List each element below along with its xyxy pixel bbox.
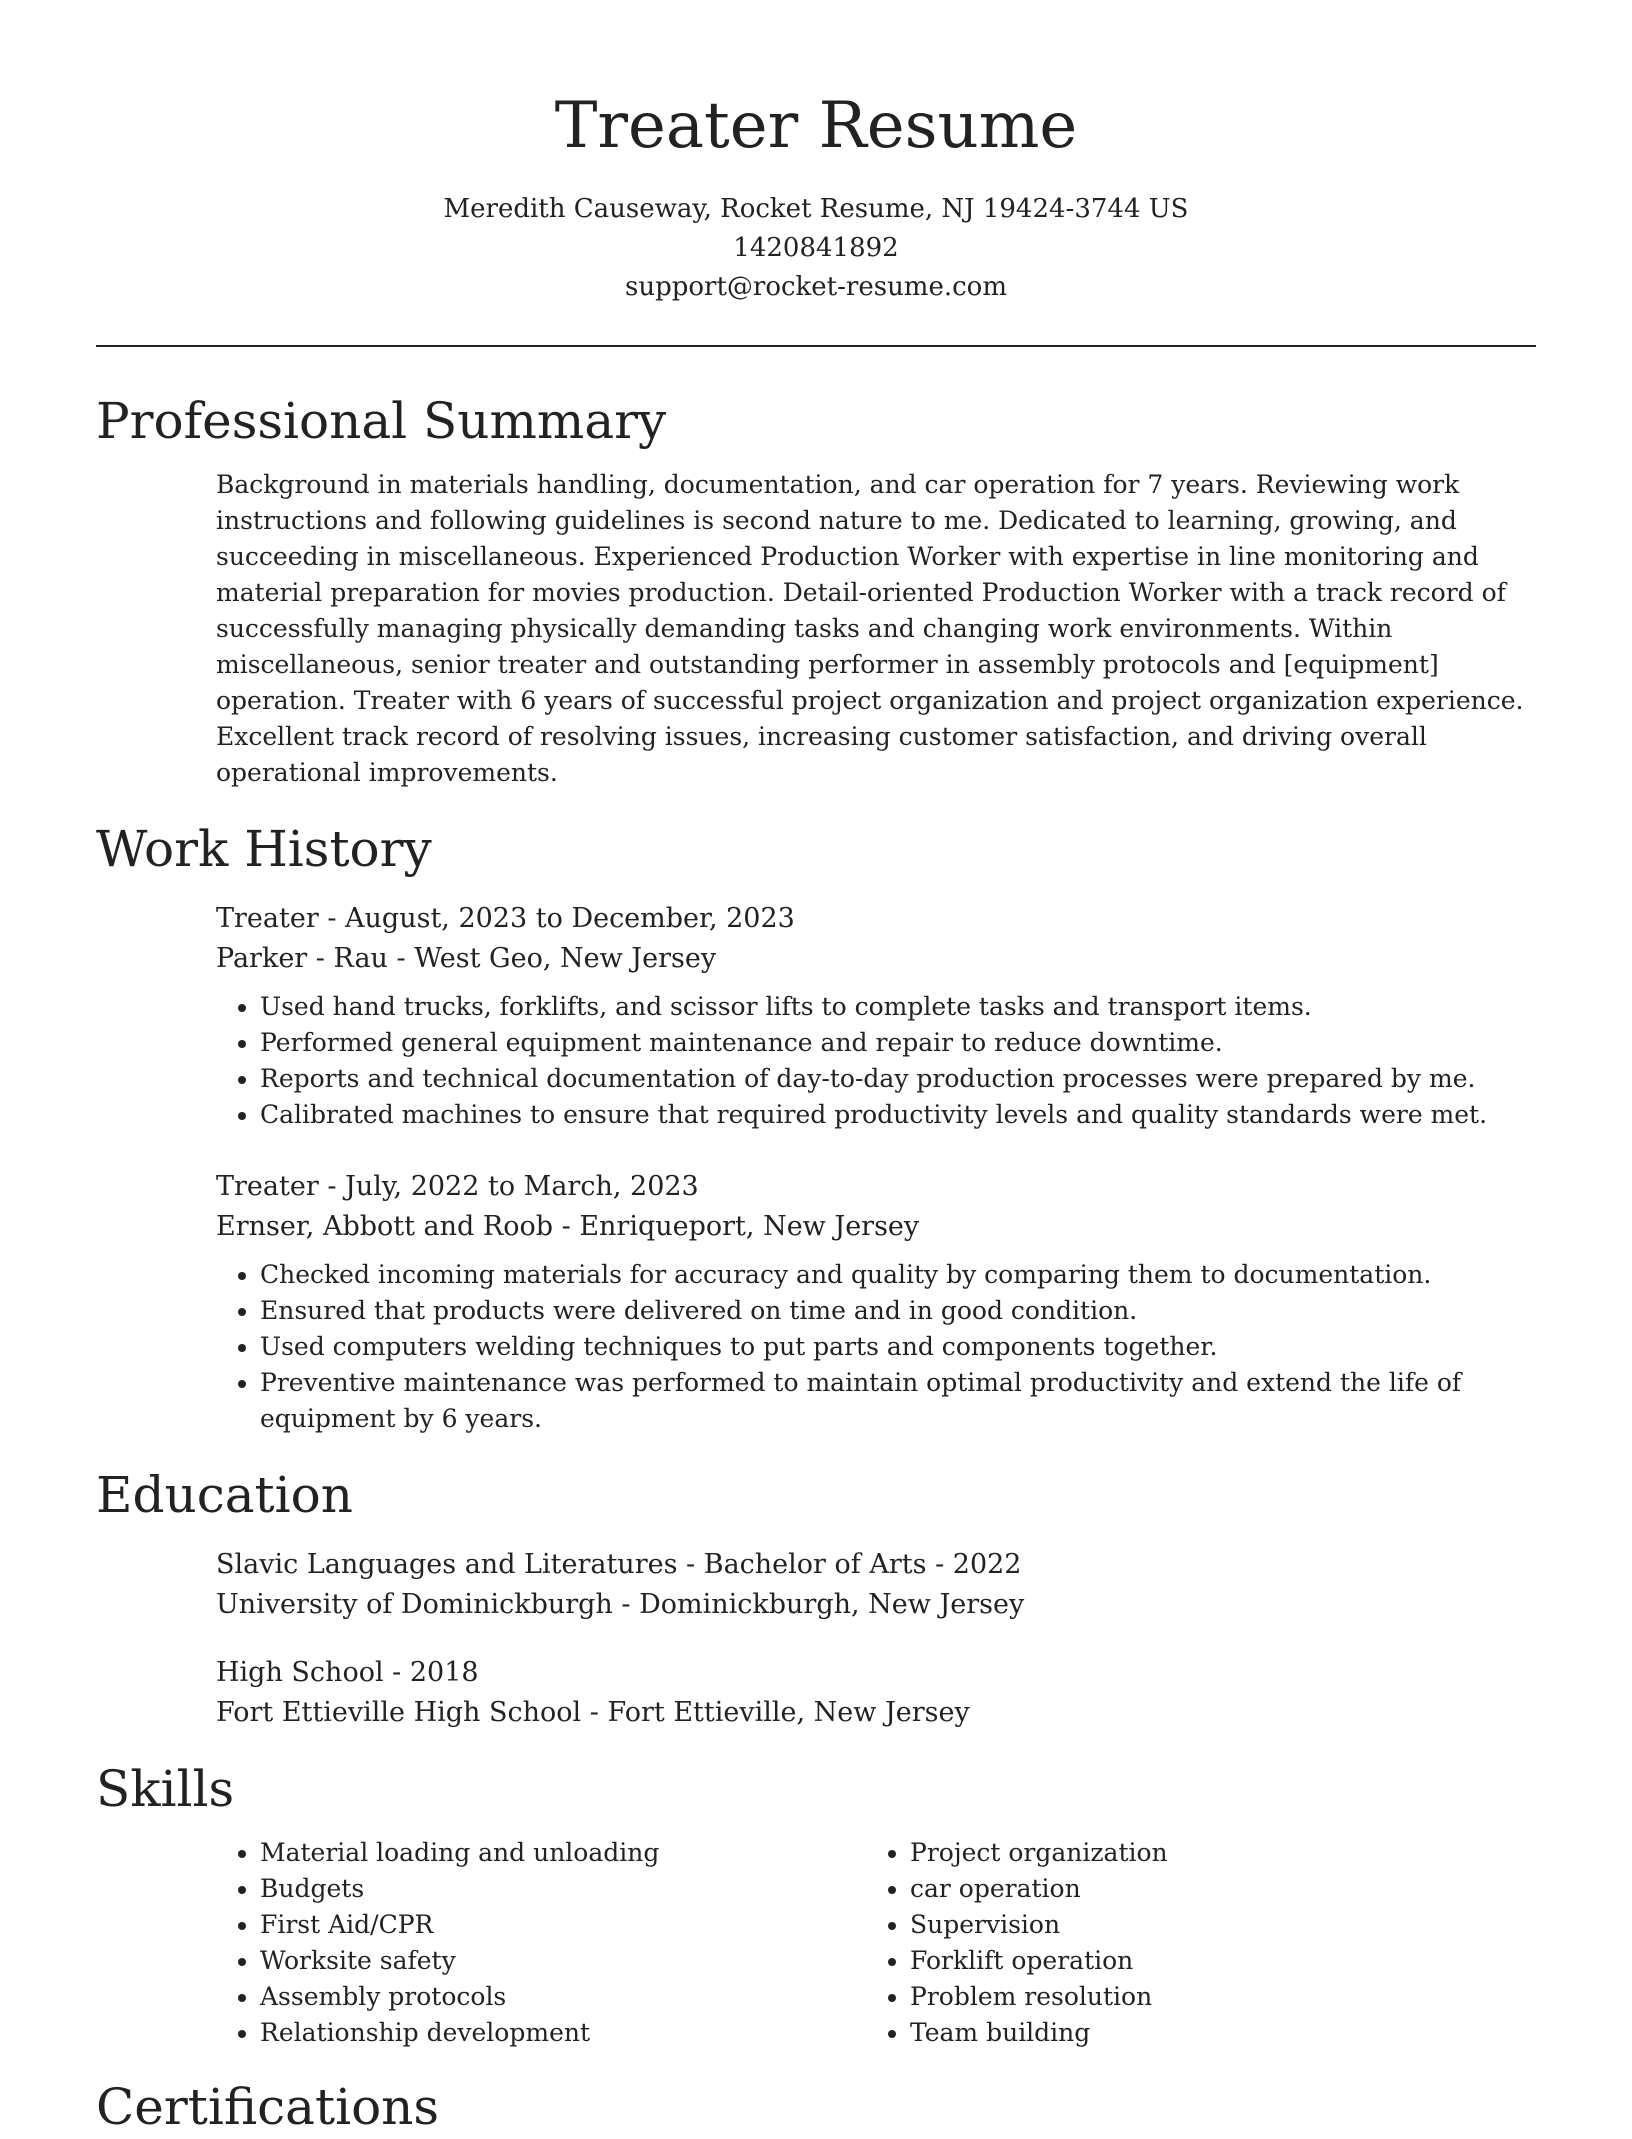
list-item: • Used hand trucks, forklifts, and scissor lifts to complete tasks and transport items. (260, 989, 1536, 1025)
job-location: - Enriqueport, New Jersey (553, 1211, 920, 1242)
education-year: - 2018 (383, 1657, 479, 1688)
section-heading-summary: Professional Summary (96, 392, 667, 450)
job-bullets (216, 1257, 1536, 1437)
list-item: • Forklift operation (910, 1943, 1516, 1979)
section-heading-education: Education (96, 1466, 353, 1524)
job-entry (216, 899, 1536, 1133)
list-item: • Preventive maintenance was performed to maintain optimal productivity and extend the life of equipment by 6 years. (260, 1365, 1536, 1437)
skills-grid (216, 1835, 1536, 2051)
education-entry (216, 1545, 1536, 1625)
resume-title: Treater Resume (554, 89, 1078, 163)
list-item: • First Aid/CPR (260, 1907, 866, 1943)
contact-address: Meredith Causeway, Rocket Resume, NJ 19424-3744 US (443, 194, 1189, 224)
job-entry (216, 1167, 1536, 1437)
education-entry (216, 1653, 1536, 1733)
skills-column-right (866, 1835, 1516, 2051)
job-location: - West Geo, New Jersey (387, 943, 717, 974)
list-item: • Project organization (910, 1835, 1516, 1871)
job-dates: - July, 2022 to March, 2023 (318, 1171, 699, 1202)
list-item: • Material loading and unloading (260, 1835, 866, 1871)
list-item: • Budgets (260, 1871, 866, 1907)
education-school: Fort Ettieville High School (216, 1697, 582, 1728)
section-education (96, 1463, 1536, 1733)
job-company: Ernser, Abbott and Roob (216, 1211, 554, 1242)
education-school: University of Dominickburgh (216, 1589, 613, 1620)
section-certifications (96, 2075, 1536, 2139)
list-item: • Checked incoming materials for accuracy and quality by comparing them to documentation. (260, 1257, 1536, 1293)
education-degree: Slavic Languages and Literatures - Bachelor of Arts (216, 1549, 927, 1580)
list-item: • Problem resolution (910, 1979, 1516, 2015)
education-degree-line (216, 1653, 1536, 1693)
list-item: • Relationship development (260, 2015, 866, 2051)
job-company-line (216, 1207, 1536, 1247)
list-item: • Calibrated machines to ensure that required productivity levels and quality standards were met. (260, 1097, 1536, 1133)
section-work-history (96, 817, 1536, 1437)
education-year: - 2022 (926, 1549, 1022, 1580)
contact-block (96, 190, 1536, 307)
education-degree: High School (216, 1657, 384, 1688)
resume-header (96, 0, 1536, 307)
job-company-line (216, 939, 1536, 979)
job-bullets (216, 989, 1536, 1133)
job-title-line (216, 1167, 1536, 1207)
job-title-line (216, 899, 1536, 939)
section-summary (96, 389, 1536, 791)
job-title: Treater (216, 1171, 319, 1202)
job-title: Treater (216, 903, 319, 934)
list-item: • car operation (910, 1871, 1516, 1907)
skills-column-left (216, 1835, 866, 2051)
contact-email: support@rocket-resume.com (624, 272, 1007, 302)
job-company: Parker - Rau (216, 943, 388, 974)
section-heading-certifications: Certifications (96, 2078, 440, 2136)
header-divider (96, 345, 1536, 347)
list-item: • Supervision (910, 1907, 1516, 1943)
section-heading-skills: Skills (96, 1760, 235, 1818)
section-heading-work: Work History (96, 820, 432, 878)
list-item: • Performed general equipment maintenance and repair to reduce downtime. (260, 1025, 1536, 1061)
education-school-line (216, 1693, 1536, 1733)
summary-text: Background in materials handling, documentation, and car operation for 7 years. Reviewing work instructions and following guidelines is second nature to me. Dedicated to learning, growing, and succeeding in miscellaneous. Experienced Production Worker with expertise in line monitoring and material preparation for movies production. Detail-oriented Production Worker with a track record of successfully managing physically demanding tasks and changing work environments. Within miscellaneous, senior treater and outstanding performer in assembly protocols and [equipment] operation. Treater with 6 years of successful project organization and project organization experience. Excellent track record of resolving issues, increasing customer satisfaction, and driving overall operational improvements. (216, 470, 1524, 787)
education-degree-line (216, 1545, 1536, 1585)
job-dates: - August, 2023 to December, 2023 (318, 903, 795, 934)
section-skills (96, 1757, 1536, 2051)
education-school-line (216, 1585, 1536, 1625)
list-item: • Team building (910, 2015, 1516, 2051)
education-location: - Dominickburgh, New Jersey (612, 1589, 1025, 1620)
education-location: - Fort Ettieville, New Jersey (581, 1697, 970, 1728)
contact-phone: 1420841892 (733, 233, 899, 263)
list-item: • Reports and technical documentation of day-to-day production processes were prepared by me. (260, 1061, 1536, 1097)
list-item: • Worksite safety (260, 1943, 866, 1979)
list-item: • Used computers welding techniques to put parts and components together. (260, 1329, 1536, 1365)
list-item: • Ensured that products were delivered on time and in good condition. (260, 1293, 1536, 1329)
list-item: • Assembly protocols (260, 1979, 866, 2015)
